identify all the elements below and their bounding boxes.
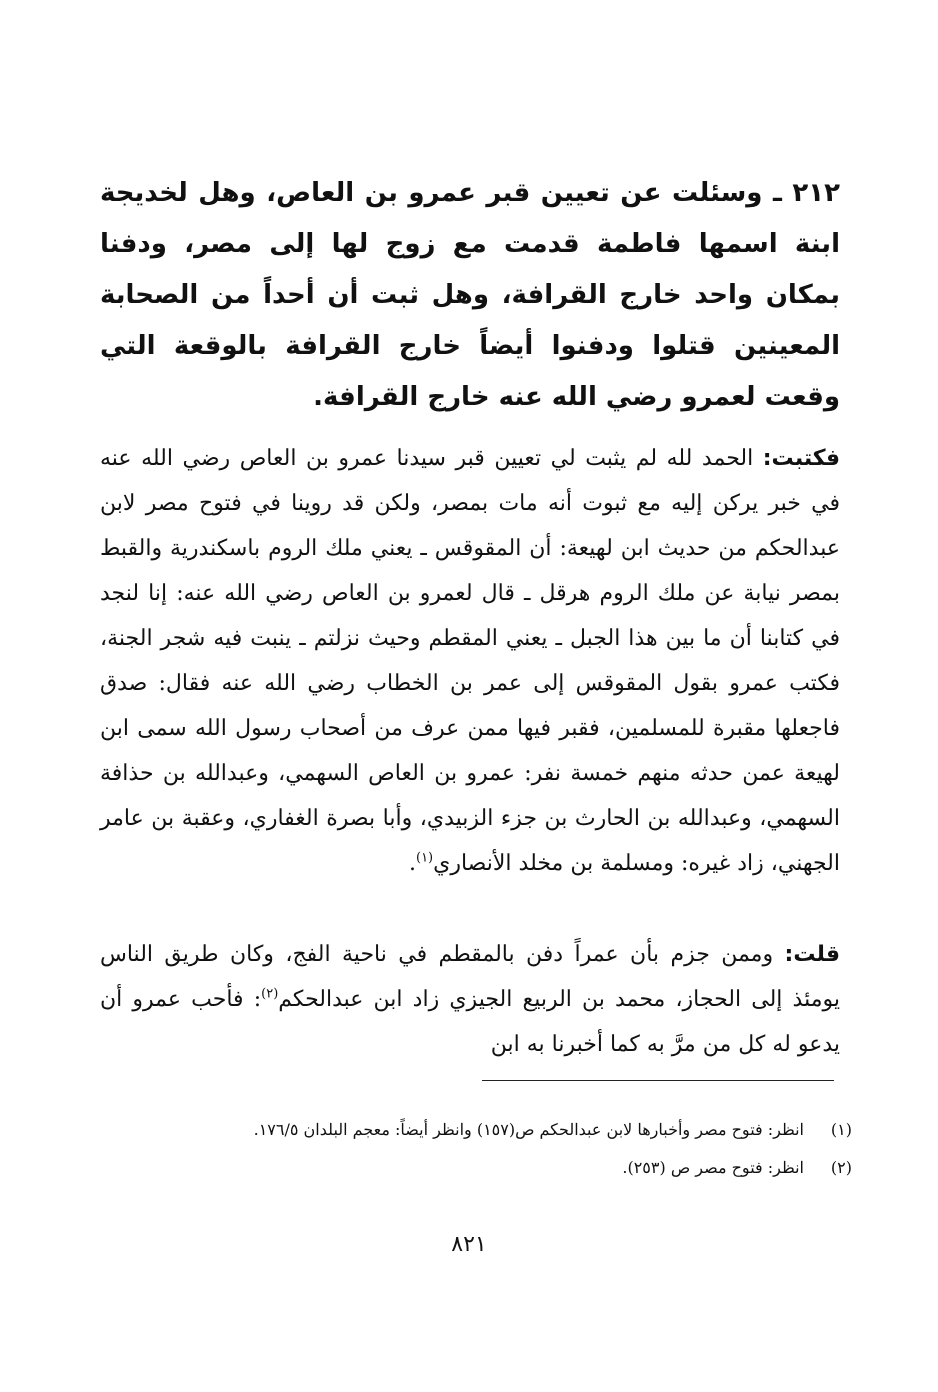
question-paragraph xyxy=(100,168,840,423)
answer-paragraph xyxy=(100,436,840,886)
footnote-ref-2: (٢) xyxy=(261,986,279,1002)
answer-lead-word: فكتبت: xyxy=(762,446,840,471)
answer-text: الحمد لله لم يثبت لي تعيين قبر سيدنا عمرو بن العاص رضي الله عنه في خبر يركن إليه مع ثبوت أنه مات بمصر، ولكن قد روينا في فتوح مصر لابن عبدالحكم من حديث ابن لهيعة: أن المقوقس ـ يعني ملك الروم باسكندرية والقبط بمصر نيابة عن ملك الروم هرقل ـ قال لعمرو بن العاص رضي الله عنه: إنا لنجد في كتابنا أن ما بين هذا الجبل ـ يعني المقطم وحيث نزلتم ـ ينبت فيه شجر الجنة، فكتب عمرو بقول المقوقس إلى عمر بن الخطاب رضي الله عنه فقال: صدق فاجعلها مقبرة للمسلمين، فقبر فيها ممن عرف من أصحاب رسول الله سمى ابن لهيعة عمن حدثه منهم خمسة نفر: عمرو بن العاص السهمي، وعبدالله بن حذافة السهمي، وعبدالله بن الحارث بن جزء الزبيدي، وأبا بصرة الغفاري، وعقبة بن عامر الجهني، زاد غيره: ومسلمة بن مخلد الأنصاري xyxy=(100,446,840,876)
answer-end: . xyxy=(408,851,416,876)
footnote-divider xyxy=(482,1080,834,1081)
footnote-ref-1: (١) xyxy=(415,850,434,866)
qul-lead-word: قلت: xyxy=(784,942,840,967)
footnote-1 xyxy=(100,1114,852,1146)
page-number: ٨٢١ xyxy=(451,1232,487,1257)
footnotes xyxy=(100,1114,852,1190)
qul-end: : فأحب عمرو أن يدعو له كل من مرَّ به كما أخبرنا به ابن xyxy=(100,987,840,1057)
question-text: ٢١٢ ـ وسئلت عن تعيين قبر عمرو بن العاص، وهل لخديجة ابنة اسمها فاطمة قدمت مع زوج لها إلى مصر، ودفنا بمكان واحد خارج القرافة، وهل ثبت أن أحداً من الصحابة المعينين قتلوا ودفنوا أيضاً خارج القرافة بالوقعة التي وقعت لعمرو رضي الله عنه خارج القرافة. xyxy=(100,178,840,412)
qul-text: وممن جزم بأن عمراً دفن بالمقطم في ناحية الفج، وكان طريق الناس يومئذ إلى الحجاز، محمد بن الربيع الجيزي زاد ابن عبدالحكم xyxy=(100,942,840,1012)
qul-paragraph xyxy=(100,932,840,1067)
footnote-text: انظر: فتوح مصر وأخبارها لابن عبدالحكم ص(١٥٧) وانظر أيضاً: معجم البلدان ١٧٦/٥. xyxy=(253,1120,804,1139)
footnote-marker: (٢) xyxy=(830,1158,852,1177)
footnote-2 xyxy=(100,1152,852,1184)
footnote-marker: (١) xyxy=(830,1120,852,1139)
footnote-text: انظر: فتوح مصر ص (٢٥٣). xyxy=(622,1158,804,1177)
